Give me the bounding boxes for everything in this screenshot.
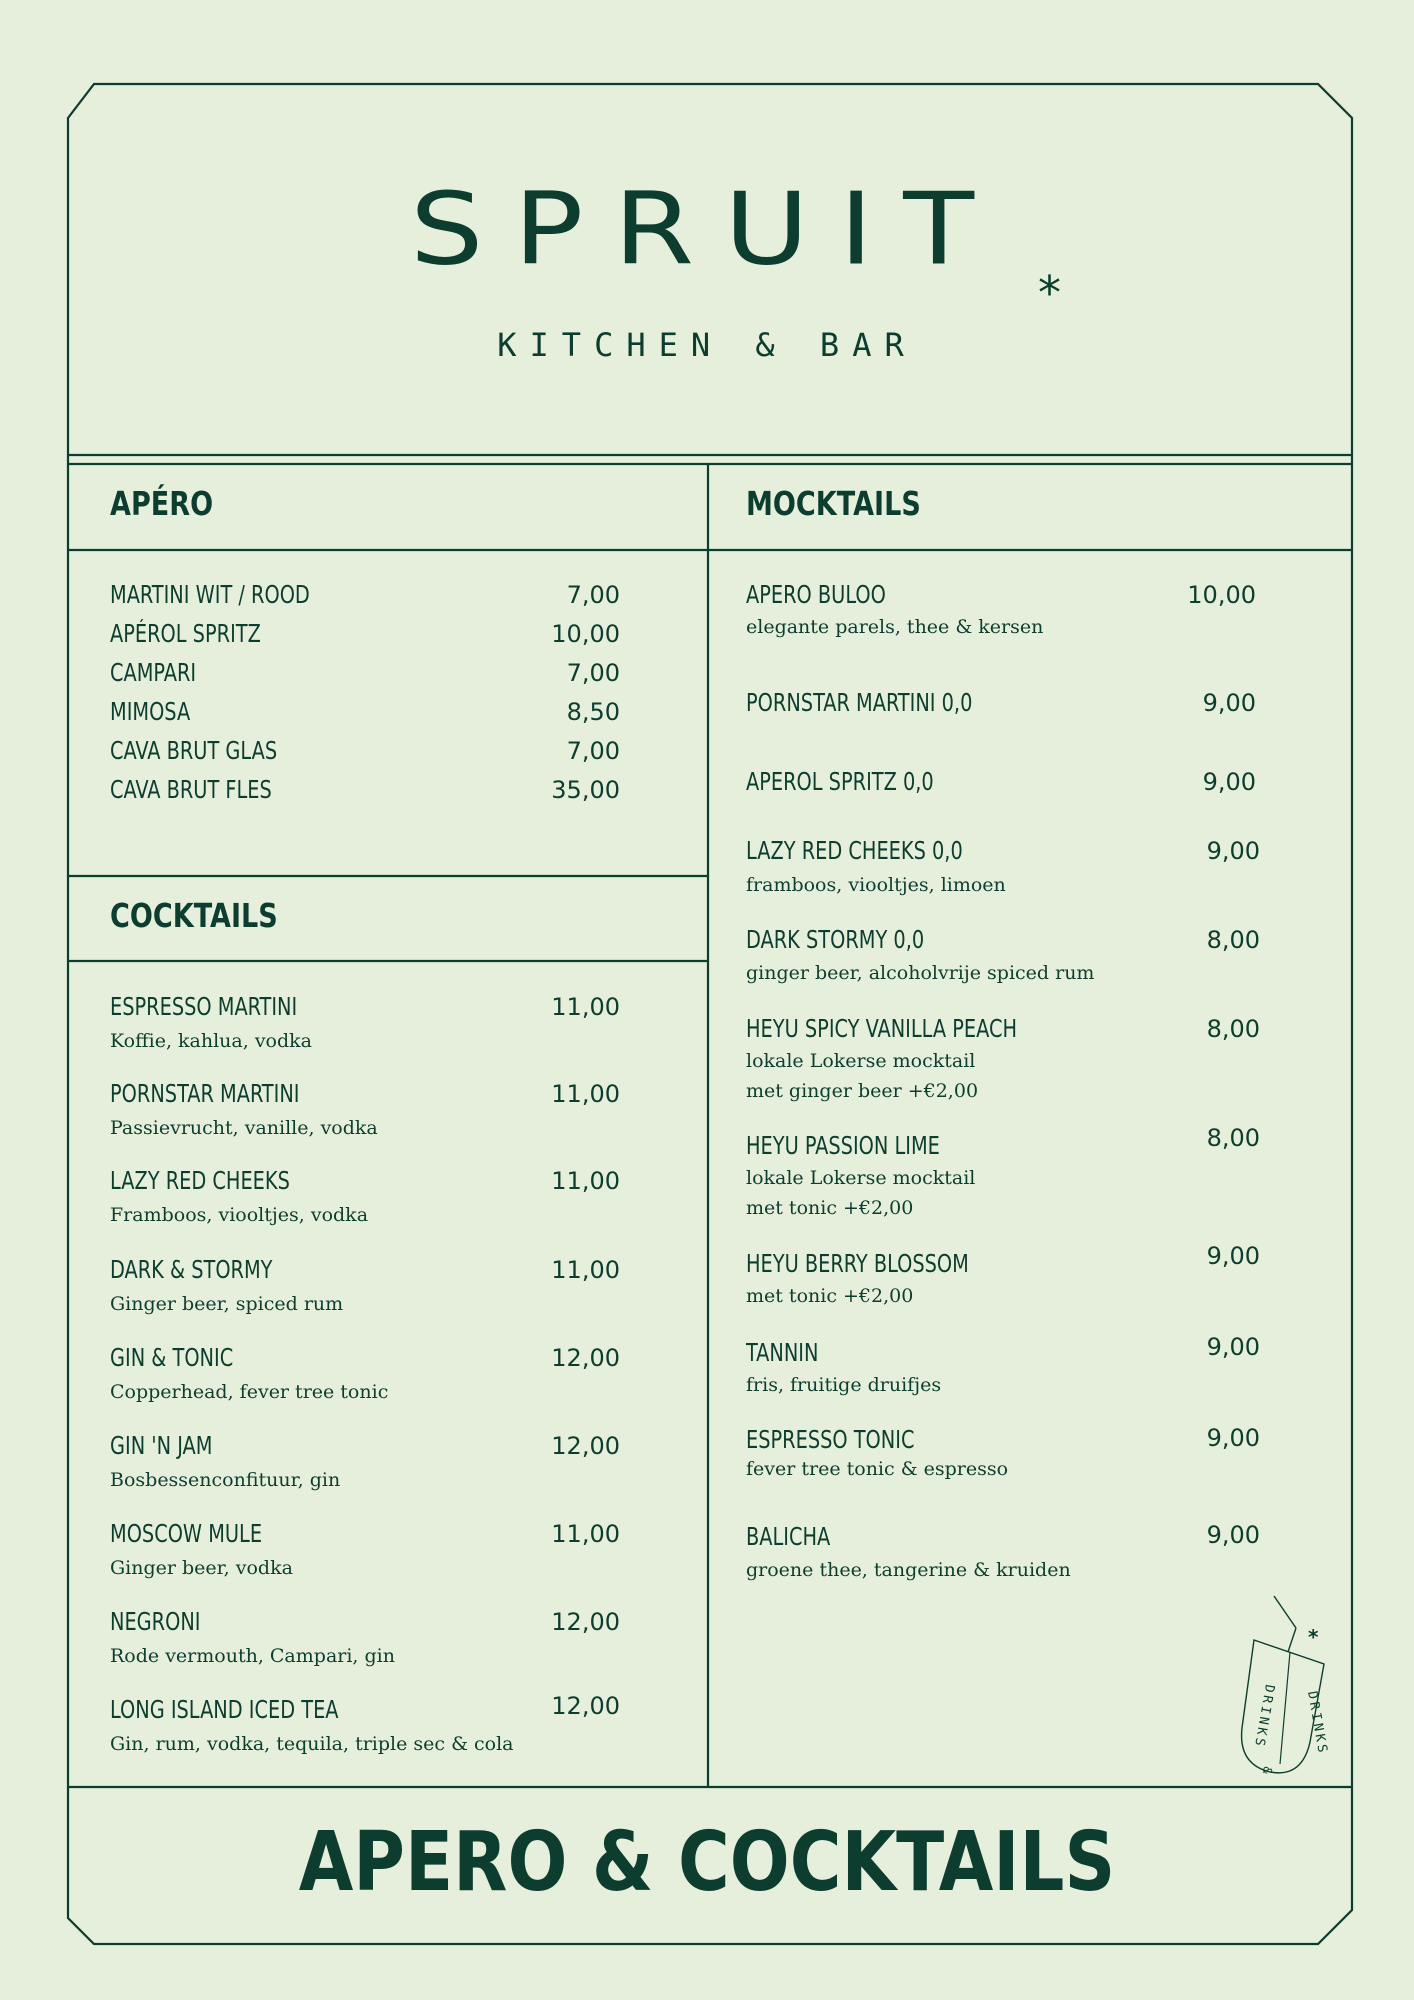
menu-item-description: met tonic +€2,00 xyxy=(746,1197,914,1219)
menu-item-description: lokale Lokerse mocktail xyxy=(746,1167,976,1189)
menu-item-description: Rode vermouth, Campari, gin xyxy=(110,1645,395,1667)
menu-item-description: Bosbessenconfituur, gin xyxy=(110,1469,341,1491)
menu-item-name: DARK & STORMY xyxy=(110,1255,273,1284)
menu-item-price: 9,00 xyxy=(1206,1242,1260,1270)
drinks-tag-icon xyxy=(1228,1592,1348,1792)
menu-item-price: 12,00 xyxy=(551,1344,620,1372)
menu-item-price: 7,00 xyxy=(566,581,620,609)
menu-item-name: BALICHA xyxy=(746,1522,831,1551)
menu-item-name: APÉROL SPRITZ xyxy=(110,619,261,648)
logo xyxy=(0,171,1414,296)
menu-item-price: 12,00 xyxy=(551,1432,620,1460)
menu-item-name: CAVA BRUT FLES xyxy=(110,775,272,804)
cocktails-section-title: COCKTAILS xyxy=(110,896,278,935)
mocktails-section-title: MOCKTAILS xyxy=(746,484,921,523)
footer-title: APERO & COCKTAILS xyxy=(298,1815,1116,1910)
brand-name: SPRUIT xyxy=(409,171,1005,288)
menu-item-price: 11,00 xyxy=(551,1167,620,1195)
menu-item-name: CAVA BRUT GLAS xyxy=(110,736,278,765)
menu-item-name: HEYU SPICY VANILLA PEACH xyxy=(746,1014,1018,1043)
menu-item-name: HEYU BERRY BLOSSOM xyxy=(746,1249,969,1278)
tag-amp: & xyxy=(1259,1765,1275,1776)
menu-item-price: 11,00 xyxy=(551,993,620,1021)
menu-item-name: PORNSTAR MARTINI 0,0 xyxy=(746,688,973,717)
menu-item-name: TANNIN xyxy=(746,1338,819,1367)
menu-item-price: 11,00 xyxy=(551,1080,620,1108)
menu-item-name: LAZY RED CHEEKS 0,0 xyxy=(746,836,963,865)
menu-item-price: 9,00 xyxy=(1202,768,1256,796)
menu-item-name: MARTINI WIT / ROOD xyxy=(110,580,310,609)
menu-item-price: 8,00 xyxy=(1206,1124,1260,1152)
menu-item-name: HEYU PASSION LIME xyxy=(746,1131,940,1160)
menu-item-name: DARK STORMY 0,0 xyxy=(746,925,925,954)
menu-item-description: Koffie, kahlua, vodka xyxy=(110,1030,312,1052)
menu-item-price: 10,00 xyxy=(1187,581,1256,609)
menu-item-description: fever tree tonic & espresso xyxy=(746,1458,1009,1480)
menu-item-name: ESPRESSO TONIC xyxy=(746,1425,915,1454)
apero-section-title: APÉRO xyxy=(110,484,214,523)
menu-item-description: Copperhead, fever tree tonic xyxy=(110,1381,389,1403)
menu-item-description: lokale Lokerse mocktail xyxy=(746,1050,976,1072)
menu-item-price: 11,00 xyxy=(551,1256,620,1284)
menu-item-name: ESPRESSO MARTINI xyxy=(110,992,298,1021)
menu-item-name: MIMOSA xyxy=(110,697,191,726)
menu-item-price: 9,00 xyxy=(1206,1521,1260,1549)
menu-item-name: GIN 'N JAM xyxy=(110,1431,213,1460)
menu-item-description: groene thee, tangerine & kruiden xyxy=(746,1559,1071,1581)
menu-item-price: 9,00 xyxy=(1206,1333,1260,1361)
menu-item-name: CAMPARI xyxy=(110,658,197,687)
menu-item-name: NEGRONI xyxy=(110,1607,201,1636)
menu-item-price: 7,00 xyxy=(566,659,620,687)
menu-item-price: 9,00 xyxy=(1202,689,1256,717)
menu-item-name: LAZY RED CHEEKS xyxy=(110,1166,290,1195)
menu-item-price: 9,00 xyxy=(1206,837,1260,865)
menu-item-price: 9,00 xyxy=(1206,1424,1260,1452)
menu-item-description: framboos, viooltjes, limoen xyxy=(746,874,1006,896)
tag-star-icon: * xyxy=(1308,1625,1319,1649)
menu-item-price: 8,00 xyxy=(1206,1015,1260,1043)
menu-item-name: PORNSTAR MARTINI xyxy=(110,1079,300,1108)
menu-item-description: ginger beer, alcoholvrije spiced rum xyxy=(746,962,1095,984)
menu-item-price: 12,00 xyxy=(551,1608,620,1636)
tag-text-right: DRINKS xyxy=(1304,1690,1331,1757)
menu-item-name: LONG ISLAND ICED TEA xyxy=(110,1695,339,1724)
menu-item-description: Passievrucht, vanille, vodka xyxy=(110,1117,378,1139)
menu-item-description: Gin, rum, vodka, tequila, triple sec & cola xyxy=(110,1733,514,1755)
menu-item-description: elegante parels, thee & kersen xyxy=(746,616,1044,638)
tag-text-left: DRINKS xyxy=(1250,1683,1277,1750)
menu-item-description: met ginger beer +€2,00 xyxy=(746,1080,979,1102)
menu-item-price: 35,00 xyxy=(551,776,620,804)
menu-item-name: APERO BULOO xyxy=(746,580,886,609)
menu-item-description: fris, fruitige druifjes xyxy=(746,1374,942,1396)
menu-item-description: Ginger beer, spiced rum xyxy=(110,1293,344,1315)
menu-item-name: MOSCOW MULE xyxy=(110,1519,263,1548)
menu-item-description: met tonic +€2,00 xyxy=(746,1285,914,1307)
menu-item-description: Ginger beer, vodka xyxy=(110,1557,293,1579)
menu-item-name: GIN & TONIC xyxy=(110,1343,234,1372)
menu-item-price: 7,00 xyxy=(566,737,620,765)
menu-item-price: 10,00 xyxy=(551,620,620,648)
menu-item-description: Framboos, viooltjes, vodka xyxy=(110,1204,369,1226)
menu-item-price: 12,00 xyxy=(551,1692,620,1720)
brand-subtitle: KITCHEN & BAR xyxy=(497,326,917,364)
menu-item-name: APEROL SPRITZ 0,0 xyxy=(746,767,934,796)
menu-item-price: 8,50 xyxy=(566,698,620,726)
menu-item-price: 11,00 xyxy=(551,1520,620,1548)
drinks-tag-illustration xyxy=(1228,1592,1348,1792)
logo-star-icon: * xyxy=(1038,266,1061,320)
menu-item-price: 8,00 xyxy=(1206,926,1260,954)
